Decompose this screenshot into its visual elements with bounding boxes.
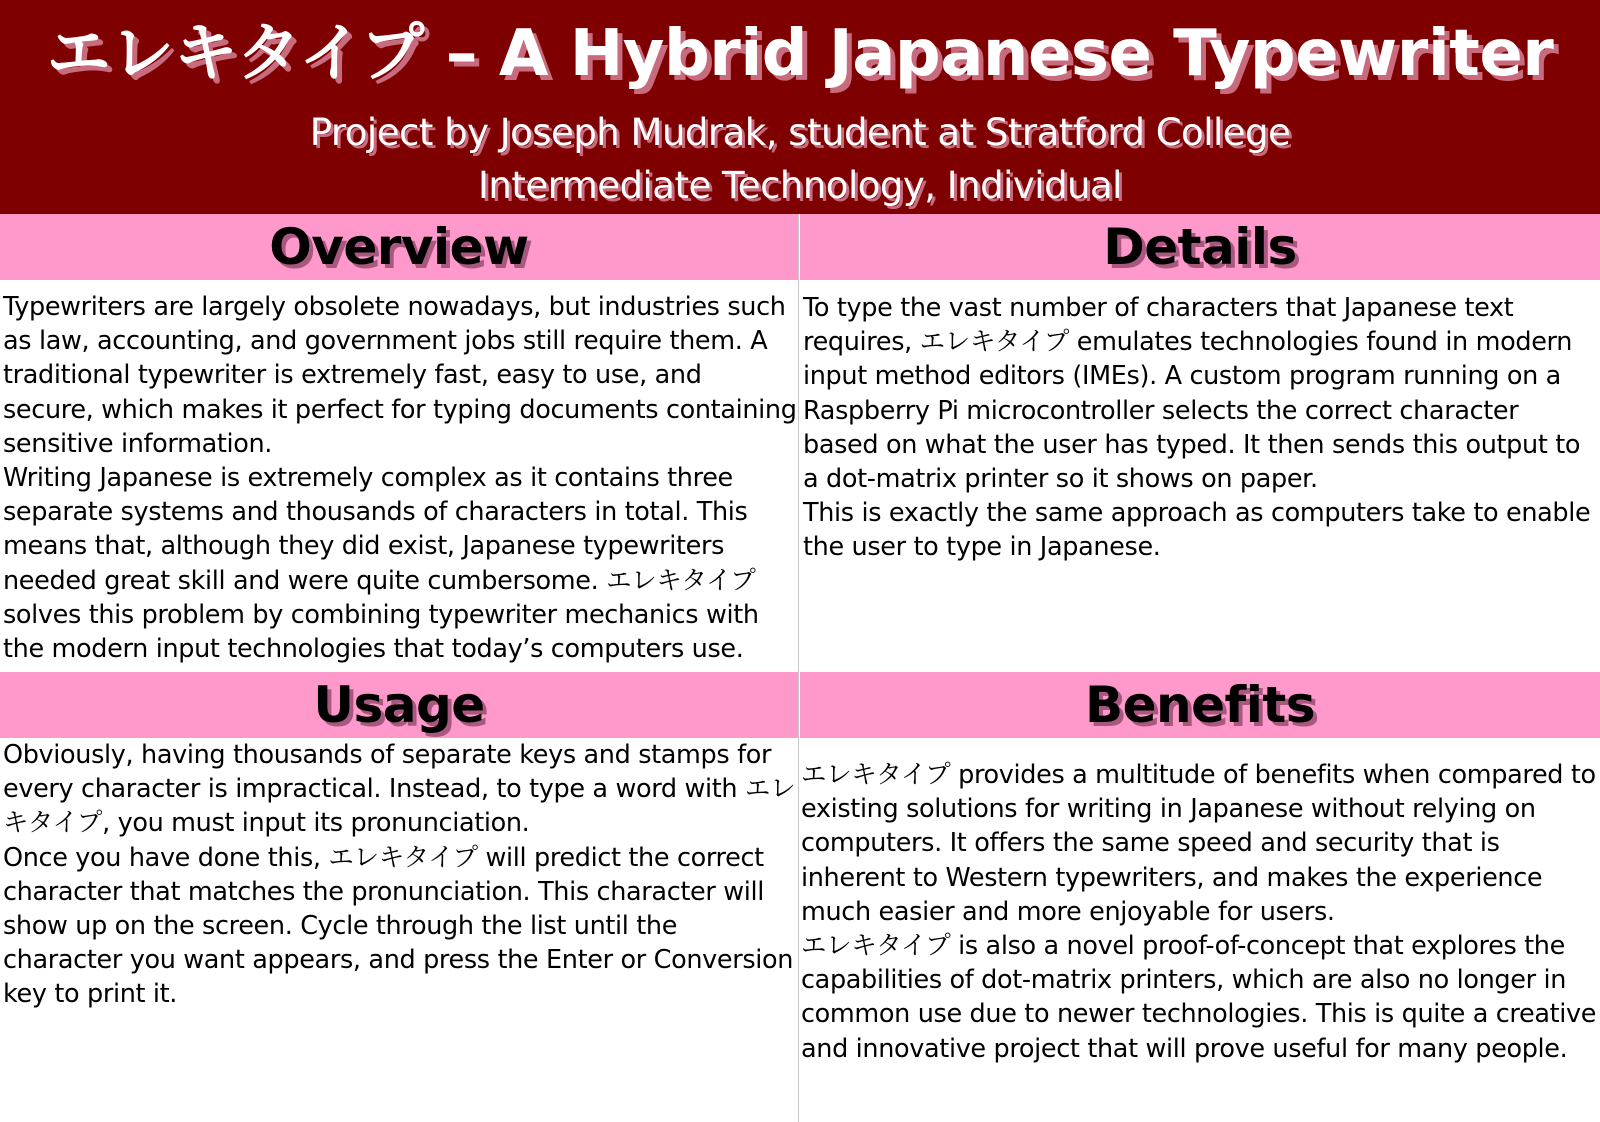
author-line: Project by Joseph Mudrak, student at Stratford College <box>309 111 1291 154</box>
usage-paragraph: Obviously, having thousands of separate keys and stamps for every character is impractical. Instead, to type a word with エレキタイプ, you must input its pronunciation. <box>3 740 796 839</box>
details-heading: Details <box>800 214 1600 280</box>
poster-title: エレキタイプ – A Hybrid Japanese Typewriter <box>46 17 1554 91</box>
category-line: Intermediate Technology, Individual <box>478 164 1122 207</box>
usage-heading: Usage <box>0 672 798 738</box>
usage-paragraph: Once you have done this, エレキタイプ will predict the correct character that matches the pronunciation. This character will show up on the screen. Cycle through the list until the character you want appears, and press the Enter or Conversion key to print it. <box>3 842 794 1010</box>
overview-heading: Overview <box>0 214 798 280</box>
usage-section-body <box>3 738 798 1012</box>
benefits-paragraph: エレキタイプ is also a novel proof-of-concept that explores the capabilities of dot-matrix printers, which are also no longer in common use due to newer technologies. This is quite a creative and innovative project that will prove useful for many people. <box>801 931 1597 1064</box>
benefits-section-body <box>801 758 1598 1066</box>
benefits-heading: Benefits <box>800 672 1600 738</box>
benefits-paragraph: エレキタイプ provides a multitude of benefits when compared to existing solutions for writing in Japanese without relying on computers. It offers the same speed and security that is inherent to Western typewriters, and makes the experience much easier and more enjoyable for users. <box>801 760 1596 927</box>
title-banner <box>0 0 1600 214</box>
column-divider <box>798 214 799 1122</box>
overview-paragraph: Typewriters are largely obsolete nowadays, but industries such as law, accounting, and government jobs still require them. A traditional typewriter is extremely fast, easy to use, and secure, which makes it perfect for typing documents containing sensitive information. <box>3 292 797 459</box>
details-paragraph: To type the vast number of characters that Japanese text requires, エレキタイプ emulates technologies found in modern input method editors (IMEs). A custom program running on a Raspberry Pi microcontroller selects the correct character based on what the user has typed. It then sends this output to a dot-matrix printer so it shows on paper. <box>803 293 1581 495</box>
overview-section-body <box>3 290 798 666</box>
details-paragraph: This is exactly the same approach as computers take to enable the user to type in Japanese. <box>803 498 1591 563</box>
overview-paragraph: Writing Japanese is extremely complex as it contains three separate systems and thousands of characters in total. This means that, although they did exist, Japanese typewriters needed great skill and were quite cumbersome. エレキタイプ solves this problem by combining typewriter mechanics with the modern input technologies that today’s computers use. <box>3 463 759 665</box>
details-section-body <box>803 291 1598 565</box>
